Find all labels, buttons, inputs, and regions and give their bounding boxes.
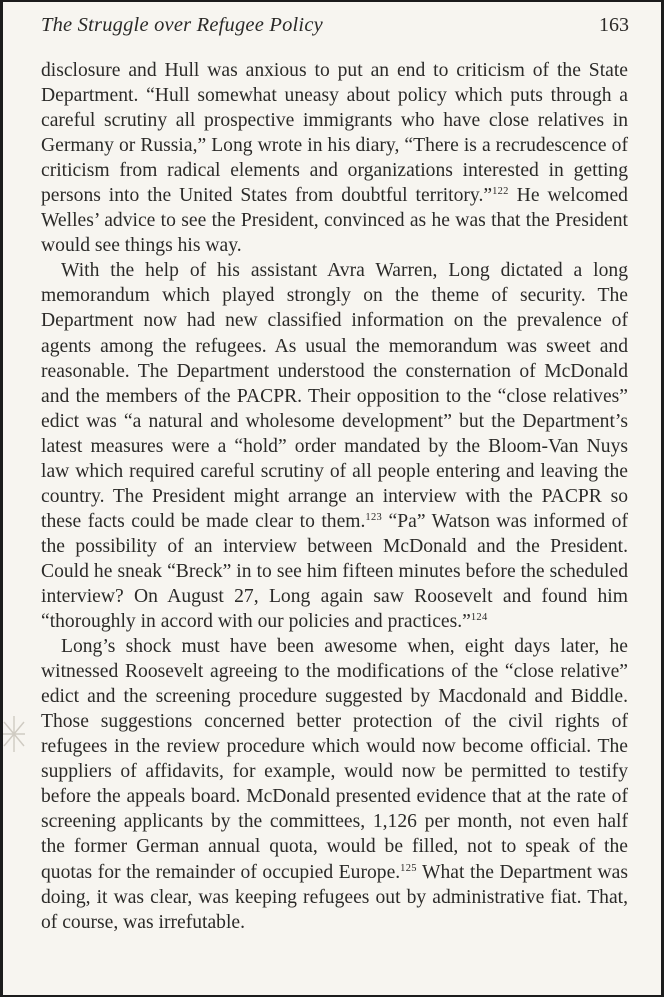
footnote-marker[interactable]: 124 — [470, 612, 488, 624]
footnote-marker[interactable]: 123 — [365, 511, 383, 523]
footnote-marker[interactable]: 125 — [400, 862, 417, 874]
page-header — [41, 14, 629, 46]
paragraph-text: disclosure and Hull was anxious to put an end to criticism of the State Department. “Hull somewhat uneasy about policy which puts through a careful scrutiny all prospective immigrants who have close relatives in Germany or Russia,” Long wrote in his diary, “There is a recrudescence of criticism from radical elements and organizations interested in getting persons into the United States from doubtful territory.” — [41, 60, 628, 207]
margin-asterisk-icon — [3, 714, 25, 754]
paragraph — [41, 634, 628, 935]
paragraph — [41, 258, 628, 634]
running-title: The Struggle over Refugee Policy — [41, 14, 323, 36]
body-text — [41, 58, 628, 935]
paragraph — [41, 58, 628, 258]
paragraph-text: With the help of his assistant Avra Warren, Long dictated a long memorandum which played strongly on the theme of security. The Department now had new classified information on the prevalence of agents among the refugees. As usual the memorandum was sweet and reasonable. The Department understood the consternation of McDonald and the members of the PACPR. Their opposition to the “close relatives” edict was “a natural and wholesome development” but the Department’s latest measures were a “hold” order mandated by the Bloom-Van Nuys law which required careful scrutiny of all people entering and leaving the country. The President might arrange an interview with the PACPR so these facts could be made clear to them. — [41, 260, 628, 532]
paragraph-text: “Pa” Watson was informed of the possibility of an interview between McDonald and the President. Could he sneak “Breck” in to see him fifteen minutes before the scheduled interview? On August 27, Long again saw Roosevelt and found him “thoroughly in accord with our policies and practices.” — [41, 510, 628, 633]
page-number: 163 — [599, 14, 629, 36]
footnote-marker[interactable]: 122 — [492, 186, 509, 198]
paragraph-text: Long’s shock must have been awesome when, eight days later, he witnessed Roosevelt agreeing to the modifications of the “close relative” edict and the screening procedure suggested by Macdonald and Biddle. Those suggestions concerned better protection of the civil rights of refugees in the review procedure which would now become official. The suppliers of affidavits, for example, would now be permitted to testify before the appeals board. McDonald presented evidence that at the rate of screening applicants by the committees, 1,126 per month, not even half the former German annual quota, would be filled, not to speak of the quotas for the remainder of occupied Europe. — [41, 636, 628, 883]
paragraph-text: What the Department was doing, it was clear, was keeping refugees out by administrative fiat. That, of course, was irrefutable. — [41, 861, 628, 933]
paragraph-text: He welcomed Welles’ advice to see the President, convinced as he was that the President would see things his way. — [41, 185, 628, 257]
